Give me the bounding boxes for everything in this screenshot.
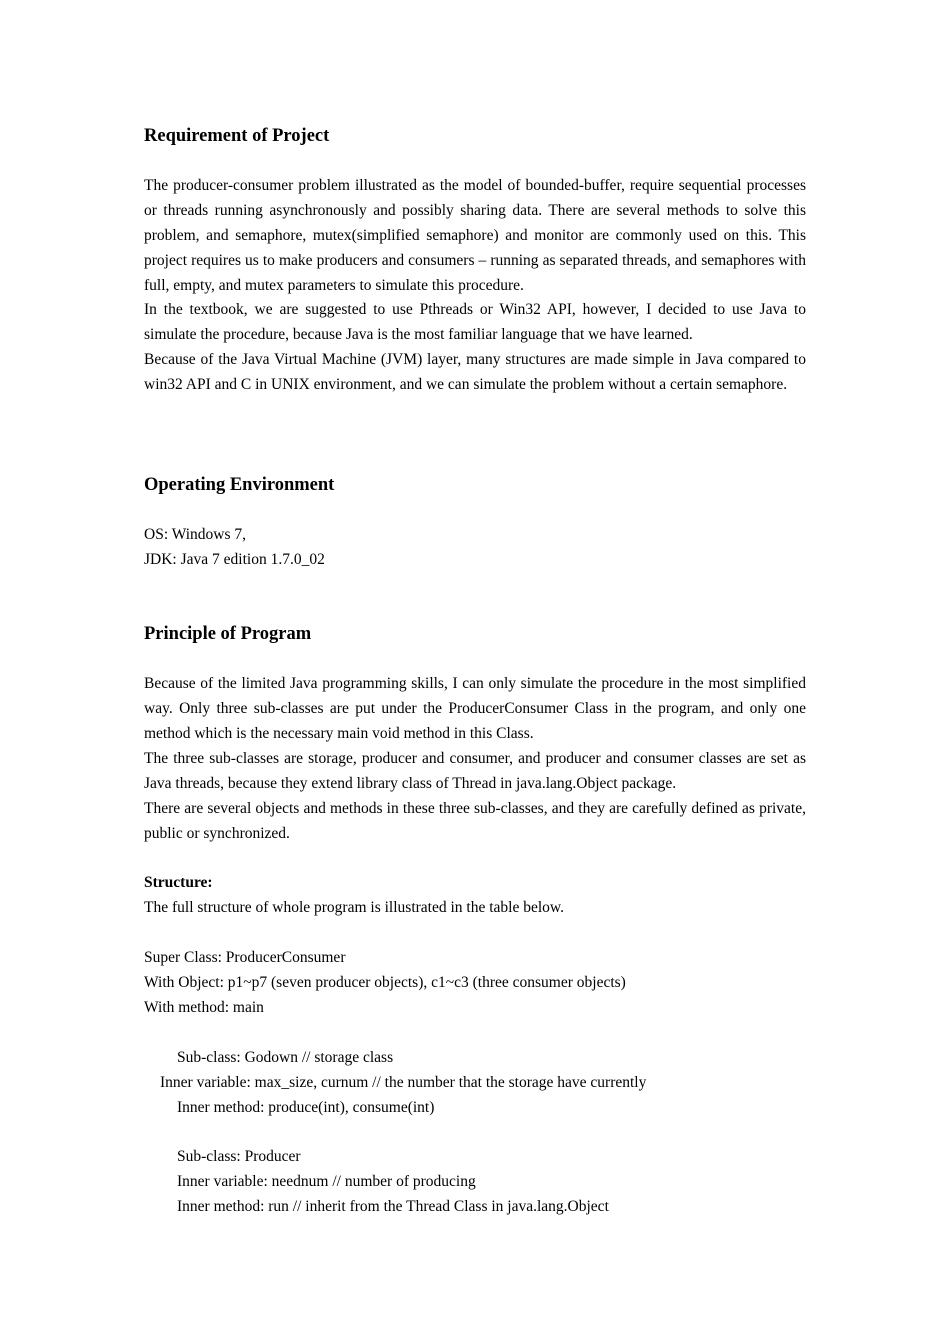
godown-subclass-line: Sub-class: Godown // storage class — [177, 1049, 394, 1066]
structure-intro: The full structure of whole program is illustrated in the table below. — [144, 899, 564, 916]
environment-os: OS: Windows 7, — [144, 526, 247, 543]
heading-principle: Principle of Program — [144, 624, 312, 644]
environment-jdk: JDK: Java 7 edition 1.7.0_02 — [144, 551, 325, 568]
godown-variable-line: Inner variable: max_size, curnum // the number that the storage have currently — [160, 1074, 647, 1091]
heading-requirement: Requirement of Project — [144, 126, 330, 146]
producer-variable-line: Inner variable: neednum // number of producing — [177, 1173, 476, 1190]
paragraph-requirement-3: Because of the Java Virtual Machine (JVM) layer, many structures are made simple in Java compared to win32 API and C in UNIX environment, and we can simulate the problem without a certain semaphore. — [144, 351, 806, 393]
method-line: With method: main — [144, 999, 264, 1016]
paragraph-requirement-2: In the textbook, we are suggested to use Pthreads or Win32 API, however, I decided to use Java to simulate the procedure, because Java is the most familiar language that we have learned. — [144, 301, 806, 343]
producer-subclass-line: Sub-class: Producer — [177, 1148, 301, 1165]
heading-environment: Operating Environment — [144, 475, 335, 495]
structure-label: Structure: — [144, 874, 213, 891]
super-class-line: Super Class: ProducerConsumer — [144, 949, 346, 966]
godown-method-line: Inner method: produce(int), consume(int) — [177, 1099, 435, 1116]
paragraph-principle-2: The three sub-classes are storage, producer and consumer, and producer and consumer classes are set as Java threads, because they extend library class of Thread in java.lang.Object package. — [144, 750, 806, 792]
objects-line: With Object: p1~p7 (seven producer objects), c1~c3 (three consumer objects) — [144, 974, 626, 991]
producer-method-line: Inner method: run // inherit from the Thread Class in java.lang.Object — [177, 1198, 609, 1215]
paragraph-principle-1: Because of the limited Java programming skills, I can only simulate the procedure in the most simplified way. Only three sub-classes are put under the ProducerConsumer Class in the program, and only one method which is the necessary main void method in this Class. — [144, 675, 806, 742]
paragraph-requirement-1: The producer-consumer problem illustrated as the model of bounded-buffer, require sequential processes or threads running asynchronously and possibly sharing data. There are several methods to solve this problem, and semaphore, mutex(simplified semaphore) and monitor are commonly used on this. This project requires us to make producers and consumers – running as separated threads, and semaphores with full, empty, and mutex parameters to simulate this procedure. — [144, 177, 806, 294]
paragraph-principle-3: There are several objects and methods in these three sub-classes, and they are carefully defined as private, public or synchronized. — [144, 800, 806, 842]
